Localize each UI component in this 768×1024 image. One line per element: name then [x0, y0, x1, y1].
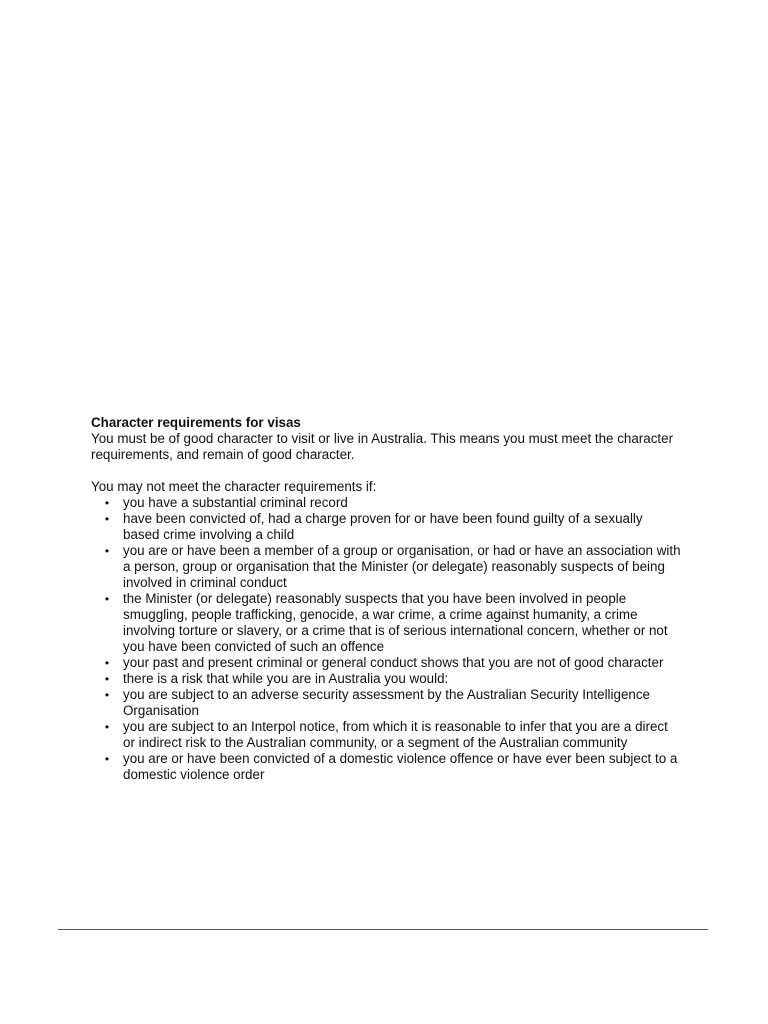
- list-item: [91, 511, 681, 543]
- bullet-icon: •: [104, 752, 110, 766]
- list-intro: You may not meet the character requirements if:: [91, 479, 377, 494]
- bullet-icon: •: [104, 720, 110, 734]
- intro-paragraph: You must be of good character to visit or live in Australia. This means you must meet the character requirements, and remain of good character.: [91, 431, 674, 462]
- requirements-list: [91, 495, 681, 783]
- list-item: [91, 671, 681, 687]
- list-item-text: you are subject to an Interpol notice, from which it is reasonable to infer that you are a direct or indirect risk to the Australian community, or a segment of the Australian community: [123, 719, 668, 750]
- list-item-text: you are or have been a member of a group or organisation, or had or have an association with a person, group or organisation that the Minister (or delegate) reasonably suspects of being involved in criminal conduct: [123, 543, 681, 590]
- list-item: [91, 751, 681, 783]
- list-item-text: have been convicted of, had a charge proven for or have been found guilty of a sexually based crime involving a child: [123, 511, 643, 542]
- bullet-icon: •: [104, 544, 110, 558]
- list-item-text: your past and present criminal or general conduct shows that you are not of good character: [123, 655, 664, 670]
- list-item-text: there is a risk that while you are in Australia you would:: [123, 671, 449, 686]
- list-item: [91, 655, 681, 671]
- list-item: [91, 591, 681, 655]
- bullet-icon: •: [104, 672, 110, 686]
- list-item: [91, 495, 681, 511]
- bullet-icon: •: [104, 592, 110, 606]
- bullet-icon: •: [104, 656, 110, 670]
- footer-divider: [58, 929, 708, 930]
- list-item-text: you are subject to an adverse security assessment by the Australian Security Intelligence Organisation: [123, 687, 650, 718]
- list-item-text: you have a substantial criminal record: [123, 495, 348, 510]
- bullet-icon: •: [104, 496, 110, 510]
- bullet-icon: •: [104, 512, 110, 526]
- list-item-text: you are or have been convicted of a domestic violence offence or have ever been subject to a domestic violence order: [123, 751, 678, 782]
- list-item-text: the Minister (or delegate) reasonably suspects that you have been involved in people smuggling, people trafficking, genocide, a war crime, a crime against humanity, a crime involving torture or slavery, or a crime that is of serious international concern, whether or not you have been convicted of such an offence: [123, 591, 668, 654]
- list-item: [91, 687, 681, 719]
- list-item: [91, 719, 681, 751]
- document-body: [91, 415, 681, 783]
- section-heading: Character requirements for visas: [91, 415, 301, 430]
- paragraph-spacer: [91, 463, 681, 479]
- bullet-icon: •: [104, 688, 110, 702]
- list-item: [91, 543, 681, 591]
